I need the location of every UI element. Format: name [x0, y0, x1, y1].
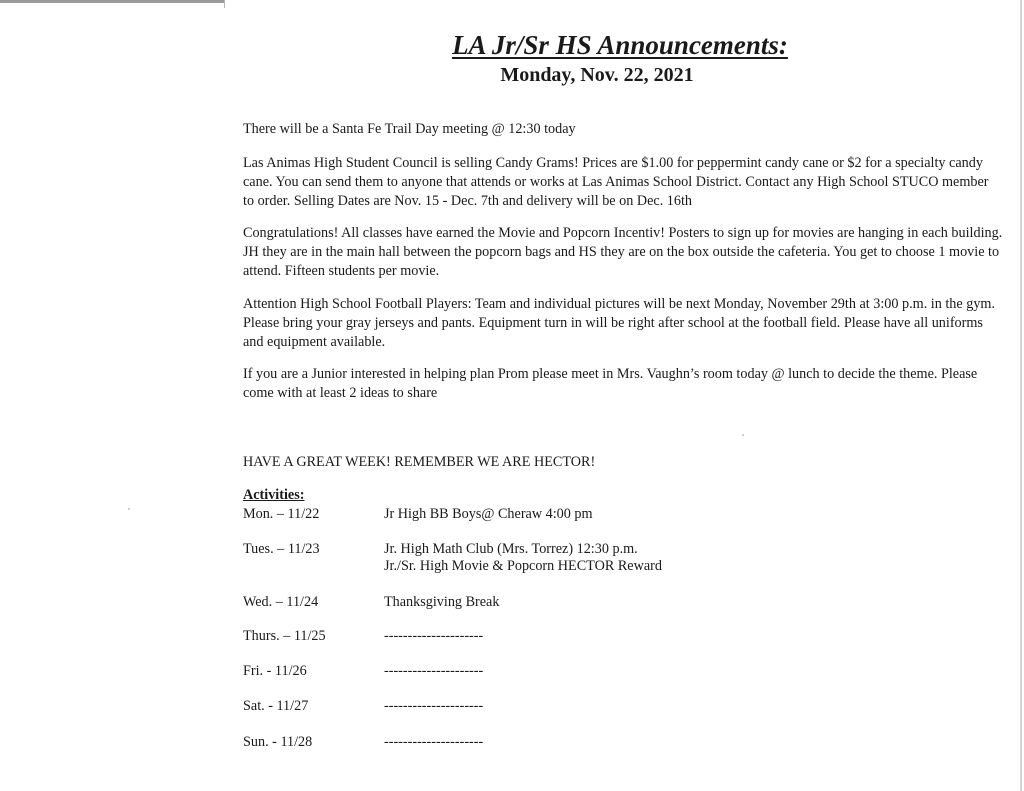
activity-event-placeholder: --------------------- [384, 698, 484, 714]
activity-day: Fri. - 11/26 [243, 663, 307, 679]
activity-event-placeholder: --------------------- [384, 734, 484, 750]
activity-event: Jr. High Math Club (Mrs. Torrez) 12:30 p.m. [384, 541, 638, 557]
activity-day: Tues. – 11/23 [243, 541, 320, 557]
document-date: Monday, Nov. 22, 2021 [500, 64, 694, 86]
announcement-candy-grams: Las Animas High Student Council is selling Candy Grams! Prices are $1.00 for peppermint candy cane or $2 for a specialty candy cane. You can send them to anyone that attends or works at Las Animas School District. Contact any High School STUCO member to order. Selling Dates are Nov. 15 - Dec. 7th and delivery will be on Dec. 16th [243, 155, 989, 209]
activities-heading: Activities: [243, 487, 305, 503]
announcement-santa-fe-meeting: There will be a Santa Fe Trail Day meeting @ 12:30 today [243, 121, 576, 137]
announcement-football-pictures: Attention High School Football Players: Team and individual pictures will be next Monday, November 29th at 3:00 p.m. in the gym. Please bring your gray jerseys and pants. Equipment turn in will be right after school at the football field. Please have all uniforms and equipment available. [243, 296, 996, 350]
activity-day: Thurs. – 11/25 [243, 628, 326, 644]
activity-event: Thanksgiving Break [384, 594, 500, 610]
announcement-great-week: HAVE A GREAT WEEK! REMEMBER WE ARE HECTOR! [243, 454, 596, 470]
activity-day: Sun. - 11/28 [243, 734, 313, 750]
activity-event: Jr High BB Boys@ Cheraw 4:00 pm [384, 506, 593, 522]
scan-speck [128, 508, 130, 510]
scan-border-top [0, 0, 224, 3]
activity-event-placeholder: --------------------- [384, 628, 484, 644]
announcement-movie-popcorn: Congratulations! All classes have earned the Movie and Popcorn Incentiv! Posters to sign up for movies are hanging in each building. JH they are in the main hall between the popcorn bags and HS they are on the box outside the cafeteria. You get to choose 1 movie to attend. Fifteen students per movie. [243, 225, 1003, 279]
scan-border-corner [224, 0, 225, 8]
scan-speck [742, 434, 744, 436]
activity-day: Mon. – 11/22 [243, 506, 320, 522]
activity-day: Wed. – 11/24 [243, 594, 319, 610]
document-title: LA Jr/Sr HS Announcements: [452, 30, 788, 60]
scan-border-right [1020, 0, 1022, 791]
activity-event: Jr./Sr. High Movie & Popcorn HECTOR Reward [384, 558, 662, 574]
activity-day: Sat. - 11/27 [243, 698, 309, 714]
activity-event-placeholder: --------------------- [384, 663, 484, 679]
announcement-prom-planning: If you are a Junior interested in helping plan Prom please meet in Mrs. Vaughn’s room today @ lunch to decide the theme. Please come with at least 2 ideas to share [243, 366, 978, 401]
